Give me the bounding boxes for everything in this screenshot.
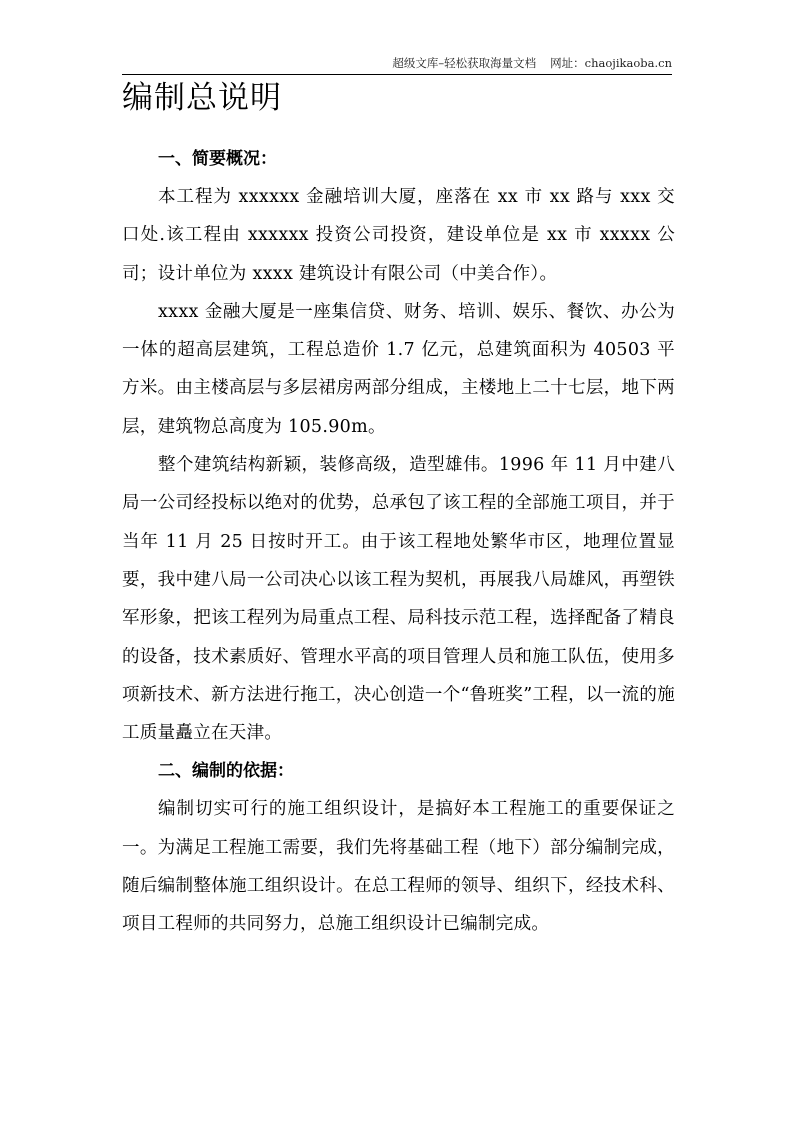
header-url: chaojikaoba.cn bbox=[584, 56, 672, 70]
section-heading: 二、编制的依据： bbox=[158, 761, 294, 782]
paragraph: 整个建筑结构新颖，装修高级，造型雄伟。1996 年 11 月中建八局一公司经投标以绝对的优势，总承包了该工程的全部施工项目，并于当年 11 月 25 日按时开工。由于该工程地处繁华市区，地理位置显要，我中建八局一公司决心以该工程为契机，再展我八局雄风，再塑铁军形象，把该工程列为局重点工程、局科技示范工程，选择配备了精良的设备，技术素质好、管理水平高的项目管理人员和施工队伍，使用多项新技术、新方法进行拖工，决心创造一个“鲁班奖”工程，以一流的施工质量矗立在天津。 bbox=[122, 455, 675, 744]
paragraph: 编制切实可行的施工组织设计，是搞好本工程施工的重要保证之一。为满足工程施工需要，我们先将基础工程（地下）部分编制完成，随后编制整体施工组织设计。在总工程师的领导、组织下，经技术科、项目工程师的共同努力，总施工组织设计已编制完成。 bbox=[122, 799, 675, 935]
header-site-tagline: 超级文库–轻松获取海量文档 bbox=[392, 56, 537, 70]
document-body bbox=[122, 140, 675, 944]
section-heading: 一、简要概况： bbox=[158, 149, 277, 169]
paragraph: xxxx 金融大厦是一座集信贷、财务、培训、娱乐、餐饮、办公为一体的超高层建筑，工程总造价 1.7 亿元，总建筑面积为 40503 平方米。由主楼高层与多层裙房两部分组成，主楼地上二十七层，地下两层，建筑物总高度为 105.90m。 bbox=[122, 301, 675, 437]
page-header bbox=[122, 56, 672, 75]
header-url-label: 网址： bbox=[550, 56, 585, 70]
section-overview bbox=[122, 140, 675, 752]
document-title: 编制总说明 bbox=[122, 80, 282, 116]
section-basis bbox=[122, 752, 675, 943]
paragraph: 本工程为 xxxxxx 金融培训大厦，座落在 xx 市 xx 路与 xxx 交口处.该工程由 xxxxxx 投资公司投资，建设单位是 xx 市 xxxxx 公司；设计单位为 xxxx 建筑设计有限公司（中美合作）。 bbox=[122, 187, 675, 284]
